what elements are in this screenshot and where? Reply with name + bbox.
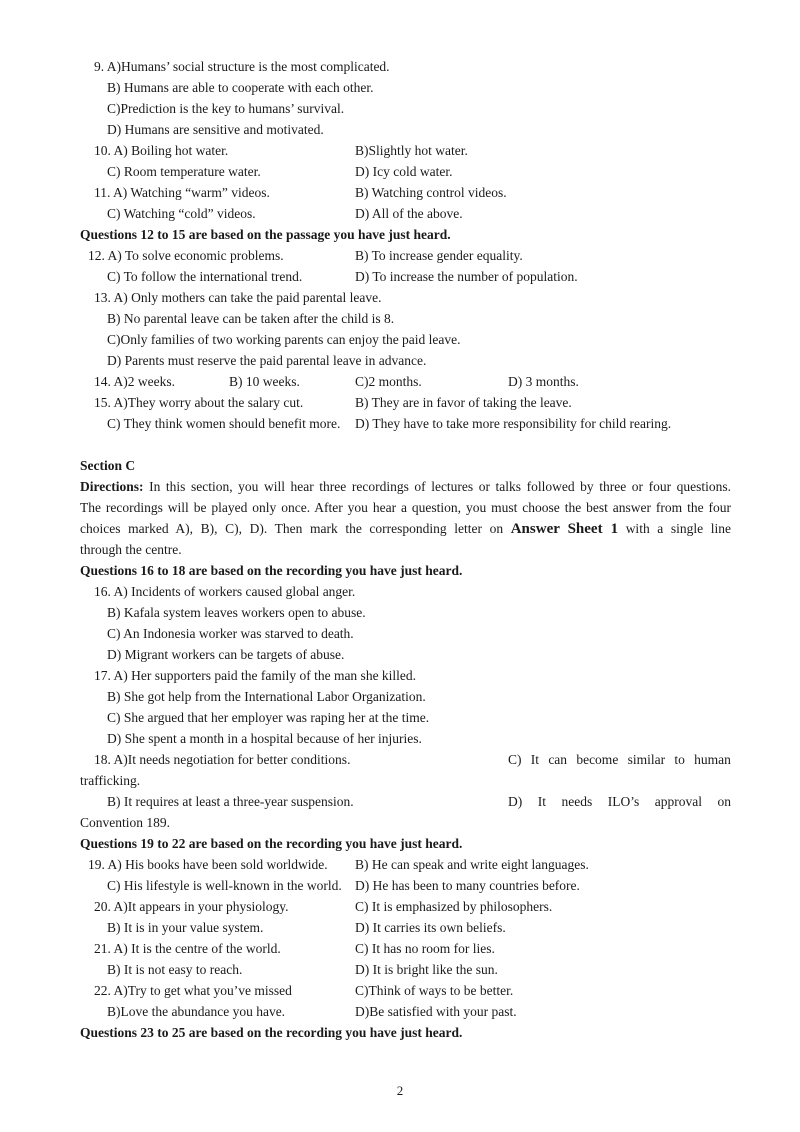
q11-option-c: C) Watching “cold” videos. xyxy=(107,206,256,221)
q22-option-d: D)Be satisfied with your past. xyxy=(355,1004,517,1019)
q12-option-d: D) To increase the number of population. xyxy=(355,269,578,284)
q17-option-a: 17. A) Her supporters paid the family of the man she killed. xyxy=(94,668,417,683)
q15-option-b: B) They are in favor of taking the leave. xyxy=(355,395,572,410)
q9-option-b: B) Humans are able to cooperate with each other. xyxy=(107,80,374,95)
q18-c-word: to xyxy=(674,752,685,767)
q18-option-a: 18. A)It needs negotiation for better conditions. xyxy=(94,752,351,767)
q18-d-word: needs xyxy=(561,794,593,809)
q21-option-a: 21. A) It is the centre of the world. xyxy=(94,941,281,956)
q19-option-c: C) His lifestyle is well-known in the world. xyxy=(107,878,342,893)
q9-option-d: D) Humans are sensitive and motivated. xyxy=(107,122,324,137)
q14-option-a: 14. A)2 weeks. xyxy=(94,374,175,389)
directions-line-2: The recordings will be played only once. After you hear a question, you must choose the best answer from the four xyxy=(80,500,731,515)
q15-option-d: D) They have to take more responsibility for child rearing. xyxy=(355,416,672,431)
q14-option-c: C)2 months. xyxy=(355,374,422,389)
q15-option-a: 15. A)They worry about the salary cut. xyxy=(94,395,304,410)
q18-option-c-continued: trafficking. xyxy=(80,773,141,788)
q20-option-d: D) It carries its own beliefs. xyxy=(355,920,506,935)
q18-option-b: B) It requires at least a three-year suspension. xyxy=(107,794,354,809)
q10-option-c: C) Room temperature water. xyxy=(107,164,261,179)
q18-d-word: It xyxy=(537,794,546,809)
q17-option-b: B) She got help from the International Labor Organization. xyxy=(107,689,426,704)
questions-19-22-heading: Questions 19 to 22 are based on the recording you have just heard. xyxy=(80,836,463,851)
q15-option-c: C) They think women should benefit more. xyxy=(107,416,341,431)
q13-option-c: C)Only families of two working parents can enjoy the paid leave. xyxy=(107,332,461,347)
q11-option-d: D) All of the above. xyxy=(355,206,463,221)
directions-line-3 xyxy=(80,521,731,537)
q12-option-a: 12. A) To solve economic problems. xyxy=(88,248,284,263)
q12-option-b: B) To increase gender equality. xyxy=(355,248,523,263)
q17-option-c: C) She argued that her employer was raping her at the time. xyxy=(107,710,430,725)
q22-option-c: C)Think of ways to be better. xyxy=(355,983,514,998)
answer-sheet-label: Answer Sheet 1 xyxy=(510,521,619,537)
q9-option-a: 9. A)Humans’ social structure is the most complicated. xyxy=(94,59,390,74)
q18-option-c xyxy=(508,752,731,768)
q18-c-word: C) xyxy=(508,752,522,767)
directions-text-1: In this section, you will hear three recordings of lectures or talks followed by three or four questions. xyxy=(149,479,732,494)
q11-option-b: B) Watching control videos. xyxy=(355,185,507,200)
q18-c-word: similar xyxy=(627,752,666,767)
q13-option-a: 13. A) Only mothers can take the paid parental leave. xyxy=(94,290,382,305)
section-c-title: Section C xyxy=(80,458,136,473)
q18-d-word: ILO’s xyxy=(607,794,640,809)
directions-line-4: through the centre. xyxy=(80,542,182,557)
q14-option-b: B) 10 weeks. xyxy=(229,374,300,389)
q19-option-d: D) He has been to many countries before. xyxy=(355,878,580,893)
q19-option-b: B) He can speak and write eight languages. xyxy=(355,857,589,872)
q20-option-b: B) It is in your value system. xyxy=(107,920,264,935)
questions-16-18-heading: Questions 16 to 18 are based on the recording you have just heard. xyxy=(80,563,463,578)
q18-c-word: can xyxy=(548,752,568,767)
q18-d-word: on xyxy=(717,794,731,809)
questions-23-25-heading: Questions 23 to 25 are based on the recording you have just heard. xyxy=(80,1025,463,1040)
questions-12-15-heading: Questions 12 to 15 are based on the passage you have just heard. xyxy=(80,227,451,242)
q18-d-word: approval xyxy=(654,794,702,809)
q18-d-word: D) xyxy=(508,794,523,809)
q10-option-a: 10. A) Boiling hot water. xyxy=(94,143,229,158)
q13-option-b: B) No parental leave can be taken after the child is 8. xyxy=(107,311,395,326)
q18-option-d-continued: Convention 189. xyxy=(80,815,170,830)
q16-option-b: B) Kafala system leaves workers open to abuse. xyxy=(107,605,366,620)
q16-option-c: C) An Indonesia worker was starved to death. xyxy=(107,626,354,641)
q22-option-a: 22. A)Try to get what you’ve missed xyxy=(94,983,292,998)
directions-label: Directions: xyxy=(80,479,144,494)
q16-option-a: 16. A) Incidents of workers caused global anger. xyxy=(94,584,356,599)
q19-option-a: 19. A) His books have been sold worldwide. xyxy=(88,857,328,872)
q18-c-word: It xyxy=(530,752,540,767)
page-number: 2 xyxy=(396,1083,404,1098)
q18-c-word: human xyxy=(694,752,731,767)
directions-text-3a: choices marked A), B), C), D). Then mark the corresponding letter on xyxy=(80,521,504,536)
q10-option-b: B)Slightly hot water. xyxy=(355,143,468,158)
q13-option-d: D) Parents must reserve the paid parental leave in advance. xyxy=(107,353,427,368)
directions-line-1 xyxy=(80,479,731,495)
q18-option-d xyxy=(508,794,731,810)
q22-option-b: B)Love the abundance you have. xyxy=(107,1004,286,1019)
q11-option-a: 11. A) Watching “warm” videos. xyxy=(94,185,270,200)
q10-option-d: D) Icy cold water. xyxy=(355,164,453,179)
q14-option-d: D) 3 months. xyxy=(508,374,579,389)
q12-option-c: C) To follow the international trend. xyxy=(107,269,303,284)
q16-option-d: D) Migrant workers can be targets of abuse. xyxy=(107,647,345,662)
q21-option-c: C) It has no room for lies. xyxy=(355,941,495,956)
q20-option-c: C) It is emphasized by philosophers. xyxy=(355,899,553,914)
q17-option-d: D) She spent a month in a hospital because of her injuries. xyxy=(107,731,422,746)
directions-text-3b: with a single line xyxy=(625,521,731,536)
q21-option-d: D) It is bright like the sun. xyxy=(355,962,498,977)
q18-c-word: become xyxy=(576,752,619,767)
q9-option-c: C)Prediction is the key to humans’ survival. xyxy=(107,101,345,116)
q21-option-b: B) It is not easy to reach. xyxy=(107,962,243,977)
q20-option-a: 20. A)It appears in your physiology. xyxy=(94,899,289,914)
